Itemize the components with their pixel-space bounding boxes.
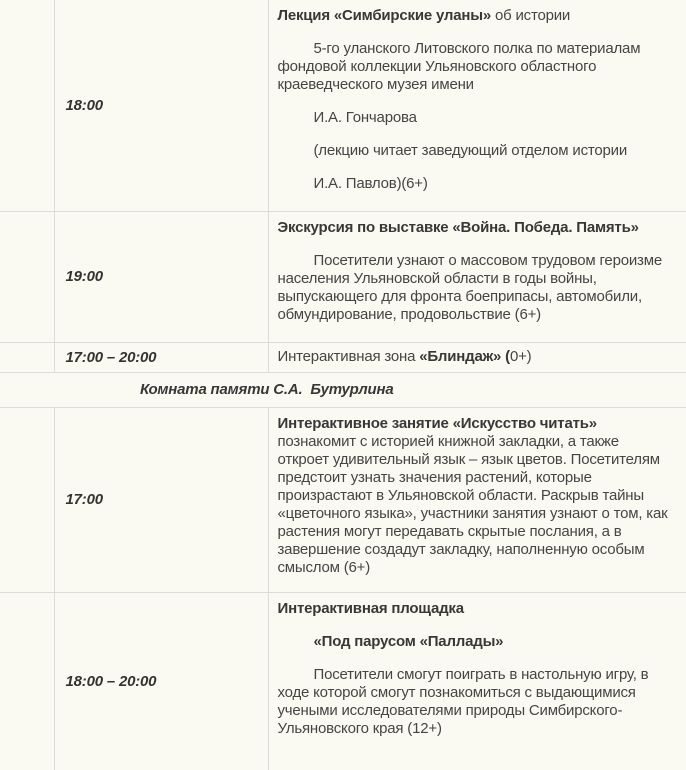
day-cell — [0, 0, 54, 211]
event-description: Посетители смогут поиграть в настольную игру, в ходе которой смогут познакомиться с выдающимися учеными исследователями природы Симбирского-Ульяновского края (12+) — [277, 665, 649, 737]
event-title: Экскурсия по выставке «Война. Победа. Память» — [277, 218, 639, 236]
time-cell — [54, 211, 268, 342]
time-cell — [54, 0, 268, 211]
event-title — [278, 348, 673, 366]
day-cell — [0, 342, 54, 372]
event-time: 17:00 — [65, 491, 103, 508]
section-header: Комната памяти С.А. Бутурлина — [0, 372, 686, 407]
section-header-row — [0, 372, 686, 407]
event-title-bold: «Блиндаж» ( — [419, 348, 510, 365]
event-title-bold: Интерактивное занятие «Искусство читать» — [277, 414, 597, 432]
event-description — [278, 415, 673, 577]
table-row — [0, 211, 686, 342]
event-title-pre: Интерактивная зона — [277, 348, 420, 365]
event-description: 5-го уланского Литовского полка по материалам фондовой коллекции Ульяновского областного краеведческого музея имени — [277, 40, 641, 93]
event-description: Посетители узнают о массовом трудовом героизме населения Ульяновской области в годы войны, выпускающего для фронта боеприпасы, автомобили, обмундирование, продовольствие (6+) — [277, 251, 662, 323]
time-cell — [54, 592, 268, 770]
time-cell — [54, 407, 268, 592]
event-title-post: 0+) — [509, 348, 532, 365]
event-title-bold: Лекция «Симбирские уланы» — [277, 7, 491, 24]
event-cell — [268, 211, 686, 342]
time-cell — [54, 342, 268, 372]
event-description: И.А. Павлов)(6+) — [313, 175, 428, 192]
event-subtitle: «Под парусом «Паллады» — [313, 632, 504, 650]
event-cell — [268, 342, 686, 372]
table-row — [0, 592, 686, 770]
table-row — [0, 0, 686, 211]
table-row — [0, 407, 686, 592]
day-cell — [0, 592, 54, 770]
day-cell — [0, 407, 54, 592]
event-time: 18:00 — [65, 96, 103, 114]
event-description-rest: познакомит с историей книжной закладки, а также откроет удивительный язык – язык цветов. Посетителям предстоит узнать значения растений, которые произрастают в Ульяновской области. Раскрыв тайны «цветочного языка», участники занятия узнают о том, как растения могут передавать скрытые послания, а в завершение создадут закладку, наполненную особым смыслом (6+) — [277, 432, 668, 576]
event-title-rest: об истории — [491, 7, 571, 24]
event-cell — [268, 592, 686, 770]
event-description: (лекцию читает заведующий отделом истории — [313, 142, 628, 159]
event-time: 18:00 – 20:00 — [65, 672, 157, 690]
event-time: 19:00 — [65, 268, 103, 285]
event-cell — [268, 407, 686, 592]
event-cell — [268, 0, 686, 211]
table-row — [0, 342, 686, 372]
day-cell — [0, 211, 54, 342]
event-title — [278, 7, 673, 25]
event-time: 17:00 – 20:00 — [65, 348, 157, 366]
event-description: И.А. Гончарова — [313, 109, 417, 126]
event-title: Интерактивная площадка — [277, 599, 464, 617]
